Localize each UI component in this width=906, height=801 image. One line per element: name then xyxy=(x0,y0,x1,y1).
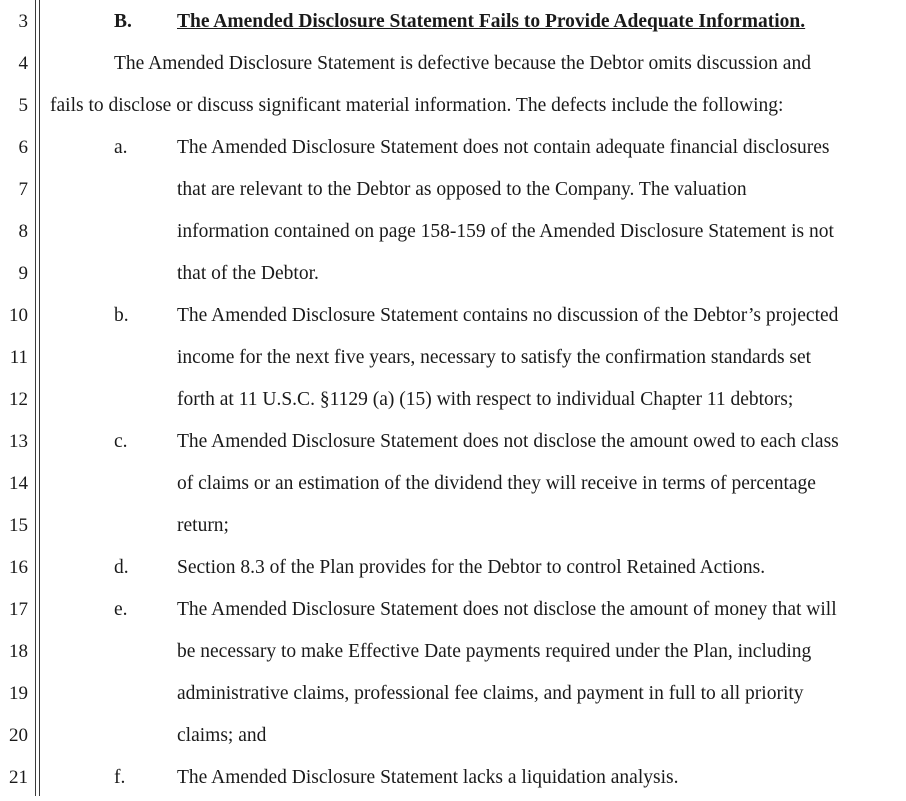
line-number: 5 xyxy=(18,95,28,116)
pleading-line-19 xyxy=(0,675,906,717)
item-c-line: The Amended Disclosure Statement does not disclose the amount owed to each class xyxy=(177,431,839,452)
line-number: 21 xyxy=(9,767,28,788)
section-heading: The Amended Disclosure Statement Fails to Provide Adequate Information. xyxy=(177,11,806,32)
line-number: 8 xyxy=(18,221,28,242)
item-d-line: Section 8.3 of the Plan provides for the Debtor to control Retained Actions. xyxy=(177,557,766,578)
pleading-line-6 xyxy=(0,129,906,171)
line-number: 20 xyxy=(9,725,28,746)
line-number: 13 xyxy=(9,431,28,452)
line-number: 10 xyxy=(9,305,28,326)
item-marker-b: b. xyxy=(114,305,129,326)
item-a-line: The Amended Disclosure Statement does not contain adequate financial disclosures xyxy=(177,137,830,158)
pleading-line-7 xyxy=(0,171,906,213)
intro-line-2: fails to disclose or discuss significant material information. The defects include the following: xyxy=(50,95,784,116)
pleading-line-12 xyxy=(0,381,906,423)
pleading-line-9 xyxy=(0,255,906,297)
pleading-line-20 xyxy=(0,717,906,759)
pleading-line-3 xyxy=(0,3,906,45)
pleading-line-13 xyxy=(0,423,906,465)
item-c-line: of claims or an estimation of the dividend they will receive in terms of percentage xyxy=(177,473,816,494)
item-b-line: forth at 11 U.S.C. §1129 (a) (15) with respect to individual Chapter 11 debtors; xyxy=(177,389,794,410)
item-a-line: that are relevant to the Debtor as opposed to the Company. The valuation xyxy=(177,179,747,200)
item-b-line: income for the next five years, necessary to satisfy the confirmation standards set xyxy=(177,347,812,368)
pleading-line-10 xyxy=(0,297,906,339)
item-a-line: information contained on page 158-159 of the Amended Disclosure Statement is not xyxy=(177,221,834,242)
item-marker-f: f. xyxy=(114,767,126,788)
line-number: 19 xyxy=(9,683,28,704)
item-e-line: be necessary to make Effective Date payments required under the Plan, including xyxy=(177,641,812,662)
line-number: 4 xyxy=(18,53,28,74)
line-number: 7 xyxy=(18,179,28,200)
pleading-line-21 xyxy=(0,759,906,801)
item-c-line: return; xyxy=(177,515,229,536)
item-f-line: The Amended Disclosure Statement lacks a liquidation analysis. xyxy=(177,767,679,788)
line-number: 11 xyxy=(9,347,28,368)
pleading-line-17 xyxy=(0,591,906,633)
section-letter: B. xyxy=(114,11,132,32)
line-number: 17 xyxy=(9,599,28,620)
item-marker-d: d. xyxy=(114,557,129,578)
line-number: 14 xyxy=(9,473,28,494)
item-e-line: The Amended Disclosure Statement does not disclose the amount of money that will xyxy=(177,599,837,620)
item-e-line: administrative claims, professional fee claims, and payment in full to all priority xyxy=(177,683,804,704)
line-number: 3 xyxy=(18,11,28,32)
pleading-line-11 xyxy=(0,339,906,381)
pleading-line-16 xyxy=(0,549,906,591)
item-a-line: that of the Debtor. xyxy=(177,263,319,284)
pleading-line-14 xyxy=(0,465,906,507)
intro-line-1: The Amended Disclosure Statement is defective because the Debtor omits discussion and xyxy=(114,53,811,74)
item-marker-c: c. xyxy=(114,431,128,452)
pleading-line-4 xyxy=(0,45,906,87)
item-e-line: claims; and xyxy=(177,725,267,746)
pleading-line-18 xyxy=(0,633,906,675)
line-number: 6 xyxy=(18,137,28,158)
pleading-line-5 xyxy=(0,87,906,129)
item-marker-e: e. xyxy=(114,599,128,620)
pleading-line-15 xyxy=(0,507,906,549)
line-number: 18 xyxy=(9,641,28,662)
item-b-line: The Amended Disclosure Statement contains no discussion of the Debtor’s projected xyxy=(177,305,839,326)
line-number: 12 xyxy=(9,389,28,410)
pleading-line-8 xyxy=(0,213,906,255)
line-number: 16 xyxy=(9,557,28,578)
line-number: 15 xyxy=(9,515,28,536)
line-number: 9 xyxy=(18,263,28,284)
item-marker-a: a. xyxy=(114,137,128,158)
